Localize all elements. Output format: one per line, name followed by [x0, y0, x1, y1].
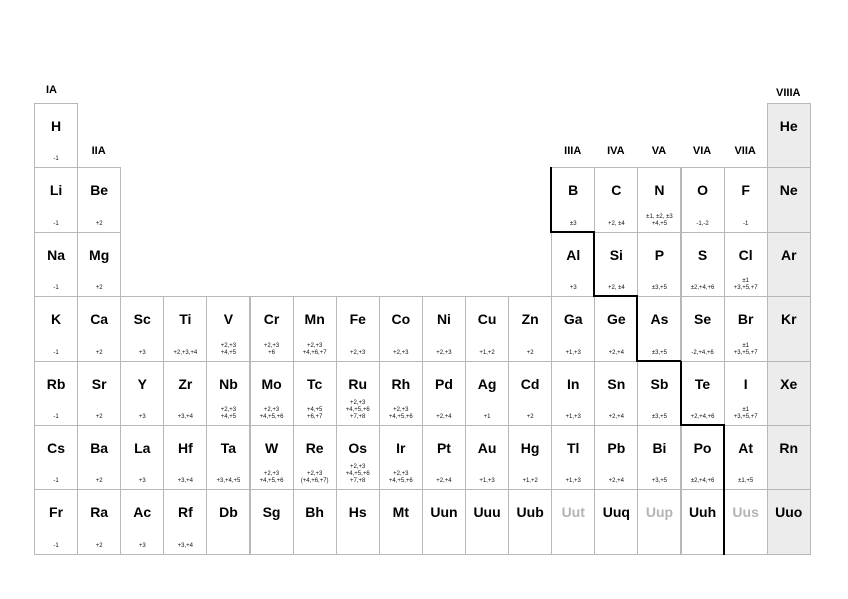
element-symbol: H: [50, 118, 62, 134]
element-cell-c: [594, 167, 638, 232]
element-cell-tl: [551, 425, 595, 490]
element-cell-w: [250, 425, 294, 490]
element-cell-br: [724, 296, 768, 361]
element-symbol: Hg: [520, 440, 540, 456]
element-symbol: Sr: [91, 375, 107, 392]
element-cell-fr: [34, 489, 78, 554]
element-cell-bi: [637, 425, 681, 490]
element-cell-y: [120, 361, 164, 426]
element-cell-ne: [767, 167, 811, 232]
element-symbol: Ag: [477, 375, 497, 392]
element-symbol: Br: [737, 311, 754, 328]
element-cell-ca: [77, 296, 121, 361]
oxidation-states: +2,+4: [608, 349, 625, 356]
element-symbol: Sc: [133, 311, 151, 328]
element-cell-ti: [163, 296, 207, 361]
oxidation-states: +2,+3,+4: [173, 349, 198, 356]
element-cell-sc: [120, 296, 164, 361]
element-symbol: Pt: [436, 440, 451, 456]
element-symbol: Hs: [348, 504, 367, 521]
oxidation-states: +3,+5: [651, 478, 668, 485]
element-symbol: At: [738, 440, 754, 456]
element-symbol: Ta: [220, 440, 237, 456]
element-symbol: Mt: [392, 504, 409, 521]
element-symbol: Se: [693, 311, 712, 328]
element-cell-at: [724, 425, 768, 490]
element-symbol: Ir: [396, 440, 406, 456]
element-symbol: Xe: [780, 375, 798, 392]
element-symbol: Co: [391, 311, 411, 328]
element-cell-ga: [551, 296, 595, 361]
element-cell-cl: [724, 232, 768, 297]
element-cell-ge: [594, 296, 638, 361]
element-symbol: La: [134, 440, 151, 456]
oxidation-states: ±1 +3,+5,+7: [733, 278, 758, 292]
element-symbol: Fr: [49, 504, 64, 521]
element-symbol: Pb: [607, 440, 626, 456]
element-symbol: Ra: [90, 504, 109, 521]
element-cell-kr: [767, 296, 811, 361]
element-cell-xe: [767, 361, 811, 426]
element-symbol: Mn: [304, 311, 325, 328]
element-symbol: Ge: [607, 311, 626, 328]
element-symbol: As: [650, 311, 669, 328]
element-cell-cr: [250, 296, 294, 361]
oxidation-states: +2,+3 +4,+5,+6: [388, 406, 413, 420]
metalloid-boundary-line: [723, 425, 725, 555]
metalloid-boundary-line: [593, 232, 595, 297]
element-cell-rh: [379, 361, 423, 426]
element-symbol: Uuo: [775, 504, 803, 521]
element-symbol: Nb: [219, 375, 238, 392]
oxidation-states: +2,+3: [436, 349, 452, 356]
element-symbol: Rh: [391, 375, 411, 392]
element-cell-au: [465, 425, 509, 490]
oxidation-states: +2,+4: [436, 478, 452, 485]
oxidation-states: +2,+3 (+4,+6,+7): [300, 471, 329, 485]
element-symbol: P: [654, 246, 665, 263]
element-cell-os: [336, 425, 380, 490]
element-cell-nb: [206, 361, 250, 426]
element-cell-fe: [336, 296, 380, 361]
group-label-ia: IA: [46, 84, 57, 96]
oxidation-states: ±1 +3,+5,+7: [733, 342, 758, 356]
oxidation-states: +2,+3: [350, 349, 366, 356]
oxidation-states: +2,+3: [393, 349, 409, 356]
oxidation-states: +1,+3: [565, 349, 581, 356]
oxidation-states: ±1 +3,+5,+7: [733, 406, 758, 420]
element-cell-li: [34, 167, 78, 232]
oxidation-states: +2: [95, 220, 103, 227]
oxidation-states: ±1,+5: [738, 478, 754, 485]
oxidation-states: +2,+3 +4,+5,+6 +7,+8: [345, 464, 370, 485]
element-symbol: Tc: [306, 375, 323, 392]
element-cell-ra: [77, 489, 121, 554]
element-symbol: Hf: [177, 440, 193, 456]
oxidation-states: +2: [526, 349, 534, 356]
oxidation-states: +3: [569, 285, 577, 292]
oxidation-states: +1,+3: [479, 478, 495, 485]
element-cell-db: [206, 489, 250, 554]
element-cell-in: [551, 361, 595, 426]
oxidation-states: +1,+2: [522, 478, 538, 485]
element-symbol: Uuh: [688, 504, 717, 521]
element-cell-zn: [508, 296, 552, 361]
element-cell-uuh: [681, 489, 725, 554]
oxidation-states: +2,+4: [608, 478, 625, 485]
element-cell-mt: [379, 489, 423, 554]
element-cell-uuq: [594, 489, 638, 554]
element-symbol: Re: [305, 440, 324, 456]
element-cell-bh: [293, 489, 337, 554]
element-symbol: K: [50, 311, 62, 328]
element-symbol: Li: [49, 182, 63, 199]
element-cell-rn: [767, 425, 811, 490]
oxidation-states: +2,+3 +4,+5: [220, 406, 237, 420]
element-symbol: He: [779, 118, 798, 134]
element-symbol: Y: [137, 375, 147, 392]
oxidation-states: +2,+3 +4,+5: [220, 342, 237, 356]
oxidation-states: ±3,+5: [651, 349, 667, 356]
oxidation-states: +2, ±4: [607, 220, 625, 227]
element-symbol: Ar: [780, 246, 797, 263]
element-cell-sb: [637, 361, 681, 426]
oxidation-states: -1: [53, 478, 59, 485]
element-symbol: Cs: [47, 440, 65, 456]
oxidation-states: +1,+3: [565, 478, 581, 485]
element-cell-hg: [508, 425, 552, 490]
element-cell-pd: [422, 361, 466, 426]
element-symbol: Tl: [567, 440, 580, 456]
oxidation-states: +3,+4: [177, 478, 194, 485]
element-cell-ba: [77, 425, 121, 490]
element-symbol: Os: [348, 440, 368, 456]
oxidation-states: +2,+3 +4,+5,+6: [388, 471, 413, 485]
element-cell-o: [681, 167, 725, 232]
element-symbol: Cu: [477, 311, 497, 328]
element-cell-mn: [293, 296, 337, 361]
element-symbol: Rb: [46, 375, 66, 392]
element-symbol: Uuq: [602, 504, 630, 521]
element-symbol: Sn: [607, 375, 626, 392]
element-symbol: Bi: [652, 440, 667, 456]
group-label-iia: IIA: [91, 145, 106, 157]
element-symbol: Cd: [520, 375, 540, 392]
element-cell-i: [724, 361, 768, 426]
element-cell-h: [34, 103, 78, 168]
element-cell-hf: [163, 425, 207, 490]
element-symbol: Uup: [645, 504, 674, 521]
oxidation-states: +3: [138, 413, 146, 420]
element-symbol: Db: [219, 504, 238, 521]
element-symbol: Ne: [779, 182, 798, 199]
metalloid-boundary-line: [550, 167, 552, 232]
element-symbol: Bh: [305, 504, 324, 521]
oxidation-states: ±3,+5: [651, 413, 667, 420]
element-cell-f: [724, 167, 768, 232]
element-cell-ac: [120, 489, 164, 554]
oxidation-states: +3: [138, 349, 146, 356]
element-symbol: Cr: [263, 311, 280, 328]
element-symbol: V: [223, 311, 234, 328]
oxidation-states: +2,+4: [436, 413, 452, 420]
element-cell-ag: [465, 361, 509, 426]
element-cell-ar: [767, 232, 811, 297]
element-symbol: Sb: [650, 375, 669, 392]
element-symbol: F: [741, 182, 750, 199]
oxidation-states: +1,+3: [565, 413, 581, 420]
element-symbol: Te: [694, 375, 711, 392]
oxidation-states: ±3,+5: [651, 285, 667, 292]
element-symbol: Ga: [563, 311, 583, 328]
metalloid-boundary-line: [550, 231, 595, 233]
element-cell-sr: [77, 361, 121, 426]
element-cell-se: [681, 296, 725, 361]
oxidation-states: -1,-2: [696, 220, 709, 227]
element-symbol: Rf: [177, 504, 193, 521]
metalloid-boundary-line: [636, 360, 681, 362]
oxidation-states: +3,+4: [177, 413, 194, 420]
element-symbol: Zn: [521, 311, 539, 328]
element-symbol: Ba: [90, 440, 109, 456]
oxidation-states: +2,+3 +6: [263, 342, 280, 356]
oxidation-states: +4,+5 +6,+7: [306, 406, 323, 420]
group-label-va: VA: [651, 145, 667, 157]
oxidation-states: +3,+4: [177, 542, 194, 549]
element-cell-he: [767, 103, 811, 168]
oxidation-states: +2,+4: [608, 413, 625, 420]
oxidation-states: -1: [53, 220, 59, 227]
oxidation-states: +2: [95, 478, 103, 485]
element-cell-v: [206, 296, 250, 361]
element-cell-uuo: [767, 489, 811, 554]
oxidation-states: +2,+3 +4,+6,+7: [302, 342, 327, 356]
oxidation-states: +2,+4,+6: [690, 413, 715, 420]
element-cell-al: [551, 232, 595, 297]
oxidation-states: ±2,+4,+6: [690, 478, 715, 485]
element-cell-zr: [163, 361, 207, 426]
element-cell-cu: [465, 296, 509, 361]
oxidation-states: +2: [95, 285, 103, 292]
element-cell-ir: [379, 425, 423, 490]
element-cell-la: [120, 425, 164, 490]
element-symbol: Na: [47, 246, 65, 263]
oxidation-states: +1,+2: [479, 349, 495, 356]
element-cell-k: [34, 296, 78, 361]
element-symbol: Si: [609, 246, 623, 263]
element-cell-si: [594, 232, 638, 297]
element-symbol: S: [697, 246, 708, 263]
element-cell-sg: [250, 489, 294, 554]
element-symbol: Kr: [780, 311, 797, 328]
oxidation-states: +2: [526, 413, 534, 420]
oxidation-states: +2,+3 +4,+5,+6: [259, 406, 284, 420]
element-symbol: W: [264, 440, 279, 456]
oxidation-states: +1: [483, 413, 491, 420]
element-symbol: Be: [90, 182, 109, 199]
group-label-viiia: VIIIA: [776, 87, 801, 99]
element-cell-s: [681, 232, 725, 297]
element-cell-co: [379, 296, 423, 361]
element-cell-te: [681, 361, 725, 426]
oxidation-states: +3,+4,+5: [216, 478, 241, 485]
element-cell-rb: [34, 361, 78, 426]
element-symbol: Ca: [90, 311, 109, 328]
oxidation-states: ±3: [569, 220, 577, 227]
element-symbol: Ru: [348, 375, 368, 392]
element-cell-uus: [724, 489, 768, 554]
element-symbol: Uub: [516, 504, 544, 521]
element-cell-ni: [422, 296, 466, 361]
element-symbol: In: [567, 375, 580, 392]
element-cell-uub: [508, 489, 552, 554]
oxidation-states: +2: [95, 349, 103, 356]
oxidation-states: +2, ±4: [607, 285, 625, 292]
element-symbol: Fe: [349, 311, 366, 328]
element-cell-uun: [422, 489, 466, 554]
element-symbol: Po: [693, 440, 712, 456]
element-cell-uuu: [465, 489, 509, 554]
oxidation-states: -2,+4,+6: [691, 349, 714, 356]
element-cell-pb: [594, 425, 638, 490]
oxidation-states: +2: [95, 542, 103, 549]
element-symbol: Ni: [436, 311, 451, 328]
element-cell-ru: [336, 361, 380, 426]
element-symbol: I: [743, 375, 748, 392]
oxidation-states: +3: [138, 478, 146, 485]
element-symbol: Uuu: [473, 504, 501, 521]
element-symbol: B: [568, 182, 579, 199]
element-symbol: Sg: [262, 504, 281, 521]
element-cell-hs: [336, 489, 380, 554]
element-cell-ta: [206, 425, 250, 490]
oxidation-states: -1: [53, 349, 59, 356]
element-cell-po: [681, 425, 725, 490]
element-cell-rf: [163, 489, 207, 554]
element-cell-cd: [508, 361, 552, 426]
element-symbol: Pd: [434, 375, 453, 392]
element-cell-pt: [422, 425, 466, 490]
element-symbol: N: [654, 182, 665, 199]
element-cell-b: [551, 167, 595, 232]
element-symbol: Ti: [179, 311, 192, 328]
oxidation-states: -1: [742, 220, 749, 227]
element-cell-n: [637, 167, 681, 232]
oxidation-states: -1: [53, 156, 59, 163]
element-symbol: Cl: [738, 246, 753, 263]
element-symbol: Zr: [178, 375, 193, 392]
element-cell-mg: [77, 232, 121, 297]
element-cell-sn: [594, 361, 638, 426]
element-cell-mo: [250, 361, 294, 426]
element-cell-as: [637, 296, 681, 361]
element-symbol: Rn: [779, 440, 799, 456]
group-label-iiia: IIIA: [564, 145, 582, 157]
element-symbol: Uun: [430, 504, 458, 521]
element-cell-be: [77, 167, 121, 232]
group-label-viia: VIIA: [734, 145, 756, 157]
element-symbol: Mg: [89, 246, 110, 263]
element-cell-na: [34, 232, 78, 297]
element-symbol: Mo: [261, 375, 282, 392]
element-cell-uup: [637, 489, 681, 554]
metalloid-boundary-line: [636, 296, 638, 361]
metalloid-boundary-line: [680, 361, 682, 426]
group-label-via: VIA: [692, 145, 712, 157]
element-cell-re: [293, 425, 337, 490]
oxidation-states: ±2,+4,+6: [690, 285, 715, 292]
metalloid-boundary-line: [593, 295, 638, 297]
oxidation-states: -1: [53, 413, 59, 420]
element-symbol: C: [611, 182, 622, 199]
element-symbol: Au: [477, 440, 497, 456]
oxidation-states: ±1, ±2, ±3 +4,+5: [646, 213, 673, 227]
oxidation-states: +3: [138, 542, 146, 549]
element-symbol: O: [697, 182, 708, 199]
element-cell-uut: [551, 489, 595, 554]
element-symbol: Ac: [133, 504, 152, 521]
element-cell-tc: [293, 361, 337, 426]
oxidation-states: -1: [53, 285, 59, 292]
element-cell-cs: [34, 425, 78, 490]
element-cell-p: [637, 232, 681, 297]
group-label-iva: IVA: [607, 145, 625, 157]
element-symbol: Uus: [732, 504, 759, 521]
oxidation-states: +2,+3 +4,+5,+6 +7,+8: [345, 399, 370, 420]
oxidation-states: -1: [53, 542, 59, 549]
metalloid-boundary-line: [680, 424, 725, 426]
element-symbol: Al: [566, 246, 581, 263]
oxidation-states: +2,+3 +4,+5,+6: [259, 471, 284, 485]
element-symbol: Uut: [561, 504, 585, 521]
oxidation-states: +2: [95, 413, 103, 420]
